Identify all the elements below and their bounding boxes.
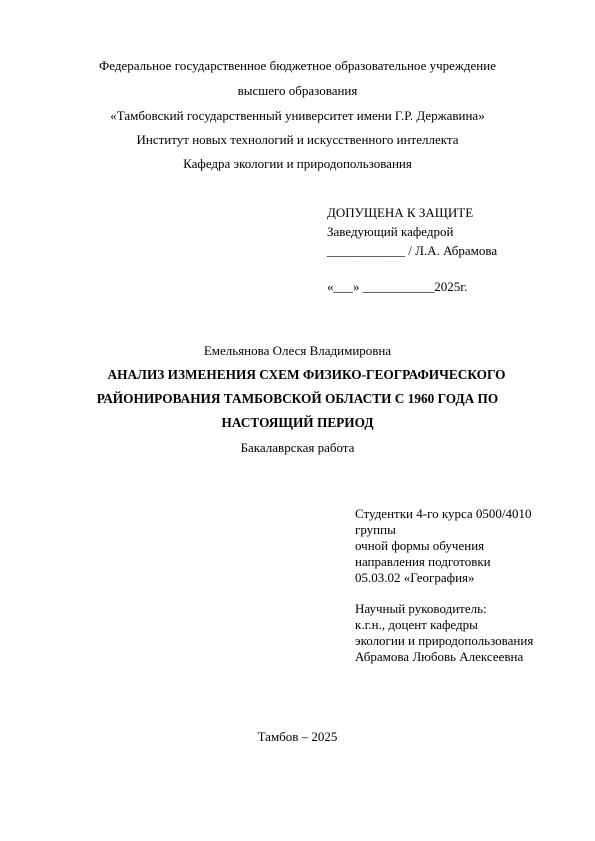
work-title-line-2: РАЙОНИРОВАНИЯ ТАМБОВСКОЙ ОБЛАСТИ С 1960 ГОДА ПО [96, 391, 499, 406]
department-name: Кафедра экологии и природопользования [183, 156, 412, 171]
student-line-1: Студентки 4-го курса 0500/4010 [355, 506, 532, 521]
student-line-4: направления подготовки [355, 554, 491, 569]
education-level: высшего образования [237, 83, 358, 98]
organization-type: Федеральное государственное бюджетное образовательное учреждение [99, 58, 496, 73]
supervisor-line-4: Абрамова Любовь Алексеевна [355, 649, 524, 664]
work-type: Бакалаврская работа [240, 440, 355, 455]
supervisor-block [355, 601, 533, 665]
approval-title: ДОПУЩЕНА К ЗАЩИТЕ [327, 205, 474, 220]
work-title-line-1: АНАЛИЗ ИЗМЕНЕНИЯ СХЕМ ФИЗИКО-ГЕОГРАФИЧЕСКОГО [107, 367, 506, 382]
supervisor-line-2: к.г.н., доцент кафедры [355, 617, 478, 632]
approval-position: Заведующий кафедрой [327, 224, 454, 239]
approval-signature: ____________ / Л.А. Абрамова [327, 243, 498, 258]
city-year: Тамбов – 2025 [257, 729, 338, 744]
supervisor-line-1: Научный руководитель: [355, 601, 487, 616]
student-line-5: 05.03.02 «География» [355, 570, 475, 585]
student-line-3: очной формы обучения [355, 538, 485, 553]
supervisor-line-3: экологии и природопользования [355, 633, 534, 648]
university-name: «Тамбовский государственный университет имени Г.Р. Державина» [110, 108, 485, 123]
work-title-line-3: НАСТОЯЩИЙ ПЕРИОД [221, 415, 374, 430]
approval-date: «___» ___________2025г. [327, 279, 468, 294]
student-block [355, 506, 532, 586]
author-name: Емельянова Олеся Владимировна [203, 343, 392, 358]
approval-block [327, 203, 497, 260]
student-line-2: группы [355, 522, 396, 537]
institute-name: Институт новых технологий и искусственного интеллекта [136, 132, 459, 147]
